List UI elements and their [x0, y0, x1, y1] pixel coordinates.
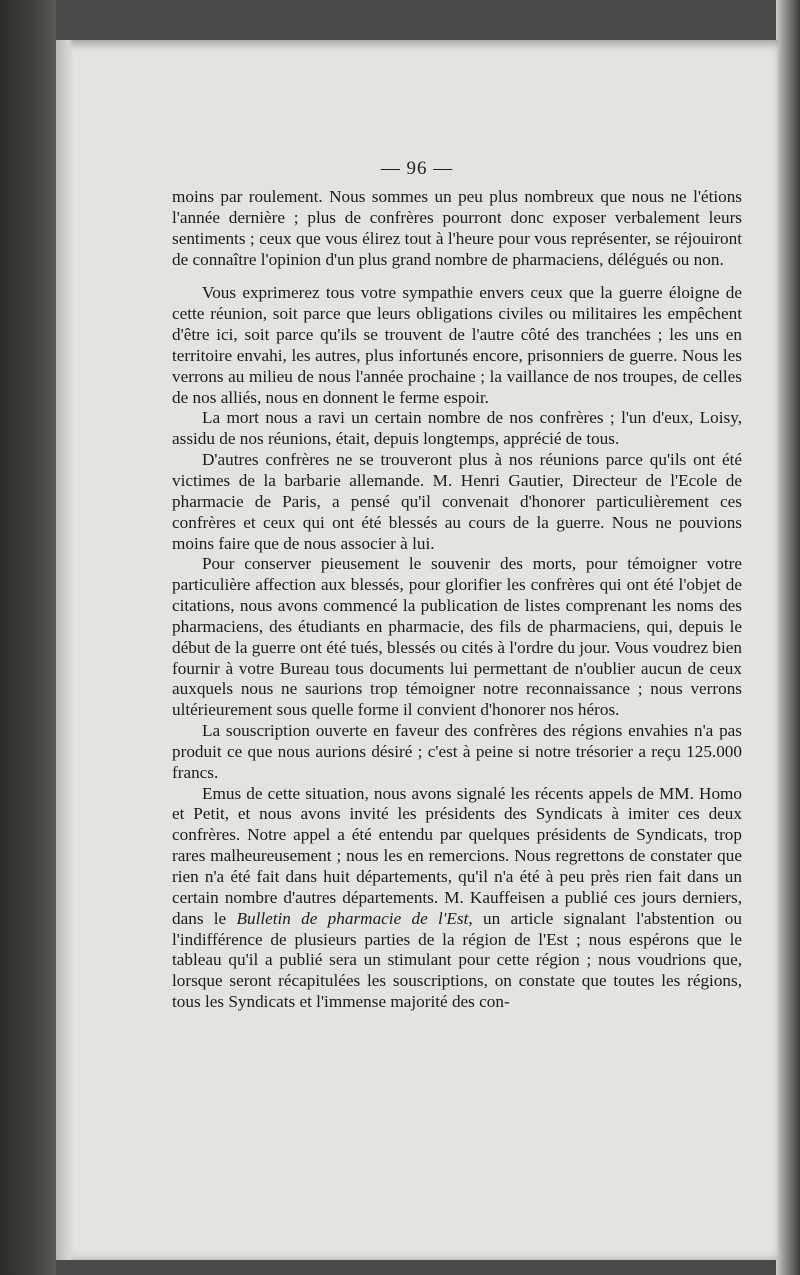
paragraph-5: Pour conserver pieusement le souvenir des morts, pour témoigner votre particulière affection aux blessés, pour glorifier les confrères qui ont été l'objet de citations, nous avons commencé la publication de listes comprenant les noms des pharmaciens, des étudiants en pharmacie, des fils de pharmaciens, qui, depuis le début de la guerre ont été tués, blessés ou cités à l'ordre du jour. Vous voudrez bien fournir à votre Bureau tous documents lui permettant de n'oublier aucun de ceux auxquels nous ne saurions trop témoigner notre reconnaissance ; nous verrons ultérieurement sous quelle forme il convient d'honorer nos héros. — [172, 554, 742, 720]
paragraph-1: moins par roulement. Nous sommes un peu plus nombreux que nous ne l'étions l'année dernière ; plus de confrères pourront donc exposer verbalement leurs sentiments ; ceux que vous élirez tout à l'heure pour vous représenter, se réjouiront de connaître l'opinion d'un plus grand nombre de pharmaciens, délégués ou non. — [172, 187, 742, 269]
paragraph-7-text-end: , un article signalant l'abstention ou l'indifférence de plusieurs parties de la région de l'Est ; nous espérons que le tableau qu'il a publié sera un stimulant pour cette région ; nous voudrions que, lorsque seront récapitulées les souscriptions, on constate que toutes les régions, tous les Syndicats et l'immense majorité des con- — [172, 908, 742, 1012]
page-number: — 96 — — [380, 158, 454, 179]
scan-right-margin — [776, 0, 800, 1275]
body-text — [172, 187, 742, 1013]
paragraph-4: D'autres confrères ne se trouveront plus à nos réunions parce qu'ils ont été victimes de la barbarie allemande. M. Henri Gautier, Directeur de l'Ecole de pharmacie de Paris, a pensé qu'il convenait d'honorer particulièrement ces confrères et ceux qui ont été blessés au cours de la guerre. Nous ne pouvions moins faire que de nous associer à lui. — [172, 450, 742, 553]
paragraph-2: Vous exprimerez tous votre sympathie envers ceux que la guerre éloigne de cette réunion, soit parce que leurs obligations civiles ou militaires les empêchent d'être ici, soit parce qu'ils se trouvent de l'autre côté des tranchées ; les uns en territoire envahi, les autres, plus infortunés encore, prisonniers de guerre. Nous les verrons au milieu de nous l'année prochaine ; la vaillance de nos troupes, de celles de nos alliés, nous en donnent le ferme espoir. — [172, 283, 742, 407]
paragraph-7 — [172, 784, 742, 1013]
paragraph-3: La mort nous a ravi un certain nombre de nos confrères ; l'un d'eux, Loisy, assidu de nos réunions, était, depuis longtemps, apprécié de tous. — [172, 408, 742, 449]
paragraph-6: La souscription ouverte en faveur des confrères des régions envahies n'a pas produit ce que nous aurions désiré ; c'est à peine si notre trésorier a reçu 125.000 francs. — [172, 721, 742, 782]
book-page — [56, 40, 778, 1260]
paragraph-7-text-start: Emus de cette situation, nous avons signalé les récents appels de MM. Homo et Petit, et nous avons invité les présidents des Syndicats à imiter ces deux confrères. Notre appel a été entendu par quelques présidents de Syndicats, trop rares malheureusement ; nous les en remercions. Nous regrettons de constater que rien n'a été fait dans huit départements, qu'il n'a été à peu près rien fait dans un certain nombre d'autres départements. M. Kauffeisen a publié ces jours derniers, dans le — [172, 783, 742, 928]
bulletin-title: Bulletin de pharmacie de l'Est — [236, 908, 469, 928]
page-gutter-shadow — [56, 40, 74, 1260]
scan-left-margin — [0, 0, 56, 1275]
